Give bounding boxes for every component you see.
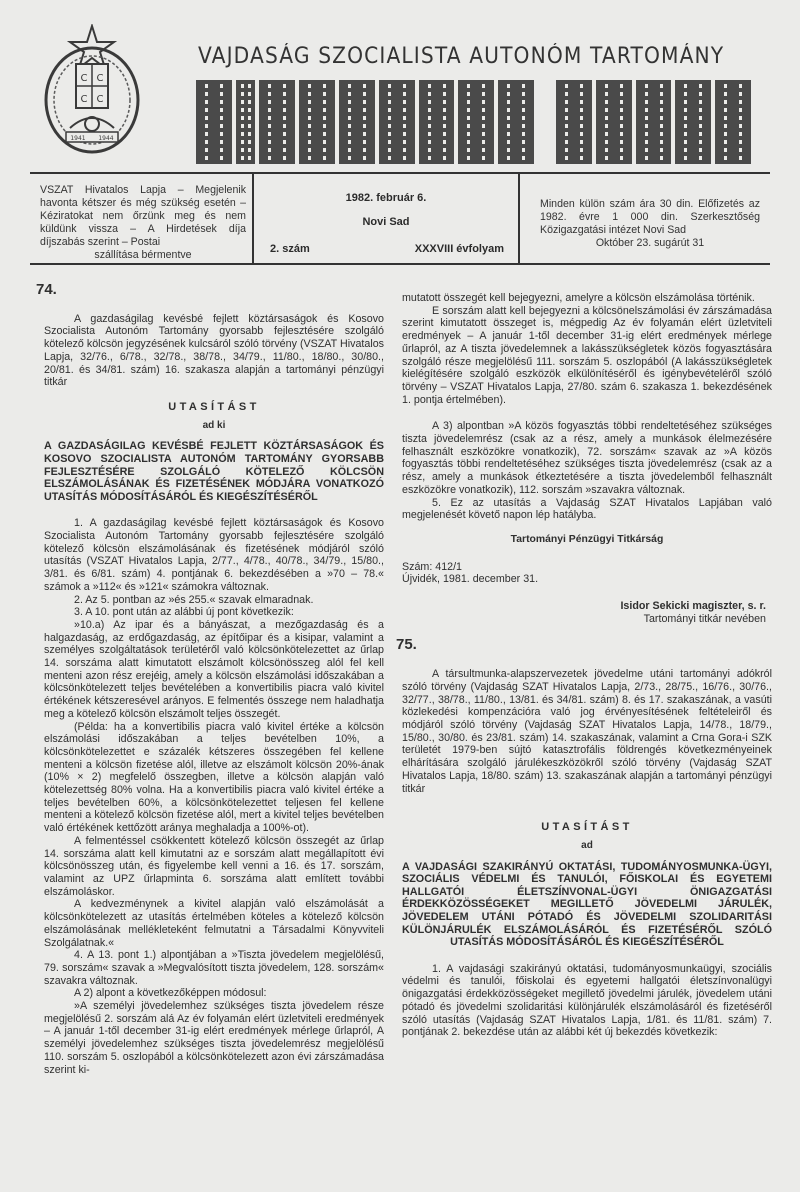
publication-notice-last: szállítása bérmentve (94, 249, 192, 261)
issue-details (252, 174, 520, 263)
title-letter (458, 80, 494, 164)
publication-title (196, 80, 751, 164)
coat-of-arms-icon (40, 24, 144, 156)
title-letter (715, 80, 751, 164)
title-letter (596, 80, 632, 164)
issue-date: 1982. február 6. (345, 192, 427, 204)
title-letter (236, 80, 256, 164)
title-letter (379, 80, 415, 164)
reference-number: Szám: 412/1 (402, 560, 463, 573)
title-space (538, 80, 552, 164)
instruction-label: UTASÍTÁST (541, 821, 633, 834)
paragraph: A felmentéssel csökkentett kötelező kölcsön összegét az űrlap 14. sorszáma alatt kell kimutatni az e sorszám alatt megállapított évi kölcsönösszeg után, és figyelembe kell venni a 16. és 17. sorszám, valamint az UPZ űrlapminta 6. sorszáma alatt említett további elszámoláskor. (44, 834, 384, 898)
article-number: 75. (396, 636, 417, 654)
subscription-info (520, 174, 770, 263)
svg-text:1944: 1944 (98, 135, 114, 142)
title-letter (419, 80, 455, 164)
signatory-role: Tartományi titkár nevében (643, 612, 766, 625)
paragraph: 4. A 13. pont 1.) alpontjában a »Tiszta jövedelem megjelölésű, 79. sorszám« szavak a »Megvalósított tiszta jövedelem, 128. sorszám« szavakra változnak. (44, 949, 384, 987)
instruction-label: UTASÍTÁST (168, 400, 260, 413)
title-letter (498, 80, 534, 164)
article-74 (36, 281, 384, 1076)
subscription-text: Minden külön szám ára 30 din. Előfizetés az 1982. évre 1 000 din. Szerkesztőség Közigazgatási intézet Novi Sad (540, 198, 760, 236)
issue-info-band (30, 172, 770, 265)
paragraph: 1. A vajdasági szakirányú oktatási, tudományosmunkaügyi, szociális védelmi és tanulói, főiskolai és egyetemi hallgatói életszínvonalügyi önigazgatási érdekközösségeket megillető jövedelmi járulék, jövedelem utáni pótadó és jövedelmi szolidaritási különjárulék elszámolásáról és fizetéséről szóló utasítás (Vajdaság SZAT Hivatalos Lapja, 1/81. és 11/81. szám) 7. pontjának 2. bekezdése után az alábbi két új bekezdés következik: (402, 962, 772, 1039)
title-letter (196, 80, 232, 164)
article-heading: A GAZDASÁGILAG KEVÉSBÉ FEJLETT KÖZTÁRSASÁGOK ÉS KOSOVO SZOCIALISTA AUTONÓM TARTOMÁNY GYORSABB FEJLESZTÉSÉRE SZOLGÁLÓ KÖTELEZŐ KÖLCSÖN ELSZÁMOLÁSÁNAK ÉS FIZETÉSÉNEK MÓDJÁRA VONATKOZÓ UTASÍTÁS MÓDOSÍTÁSÁRÓL ÉS KIEGÉSZÍTÉSÉRŐL (44, 440, 384, 503)
publication-super-title: VAJDASÁG SZOCIALISTA AUTONÓM TARTOMÁNY (198, 44, 725, 69)
signatory-name: Isidor Sekicki magiszter, s. r. (620, 600, 766, 613)
issue-volume: XXXVIII évfolyam (414, 243, 504, 255)
paragraph: 2. Az 5. pontban az »és 255.« szavak elmaradnak. (74, 593, 314, 606)
place-and-date: Újvidék, 1981. december 31. (402, 573, 539, 586)
paragraph: A kedvezménynek a kivitel alapján való elszámolását a kölcsönkötelezett az utasítás értelmében köteles a kötelező kölcsön elszámolásának mellékleteként felmutatni a Társadalmi Könyvviteli Szolgálatnak.« (44, 898, 384, 949)
publication-notice (30, 174, 252, 263)
publication-notice-text: VSZAT Hivatalos Lapja – Megjelenik havonta kétszer és még szükség esetén – Kéziratokat nem őrzünk meg és nem küldünk vissza – A Hirdetések díja díjszabás szerint – Postai (40, 184, 246, 248)
masthead (0, 0, 800, 172)
svg-text:C: C (96, 73, 104, 84)
paragraph: 3. A 10. pont után az alábbi új pont következik: (74, 606, 294, 619)
issued-label: ad ki (202, 419, 226, 431)
title-letter (556, 80, 592, 164)
paragraph: »A személyi jövedelemhez szükséges tiszta jövedelem része megjelölésű 2. sorszám alá Az év folyamán elért üzletviteli eredmények – A január 1-től december 31-ig elért eredmények mérlege űrlapról, A személyi jövedelemhez szükséges tiszta jövedelemrész megjelölésű 110. sorszám 5. oszlopából a kölcsönkötelezett azon évi zárszámadása szerint ki- (44, 1000, 384, 1076)
issue-city: Novi Sad (362, 216, 410, 228)
title-letter (259, 80, 295, 164)
title-letter (299, 80, 335, 164)
article-preamble: A gazdaságilag kevésbé fejlett köztársaságok és Kosovo Szocialista Autonóm Tartomány gyorsabb fejlesztésére szolgáló kötelező kölcsön jegyzésének kulcsáról szóló törvény (VSZAT Hivatalos Lapja, 32/76., 6/78., 32/78., 38/78., 34/79., 11/80., 18/80., 30/80., 20/81. és 34/81. szám) 16. szakasza alapján a tartományi pénzügyi titkár (44, 312, 384, 389)
paragraph: 1. A gazdaságilag kevésbé fejlett köztársaságok és Kosovo Szocialista Autonóm Tartomány gyorsabb fejlesztésére szolgáló kötelező kölcsön elszámolásának és fizetésének módjáról szóló utasítás (VSZAT Hivatalos Lapja, 2/77., 4/78., 40/78., 34/79., 15/80., 3/81. és 6/81. szám) 4. pontjának 6. bekezdésében a »70 – 78.« számok a »112« és »121« számokra változnak. (44, 517, 384, 593)
paragraph: A 3) alpontban »A közös fogyasztás többi rendeltetéséhez szükséges tiszta jövedelemrész (csak az a rész, amely a munkások élelmezésére felhasznált eszközökre vonatkozik), 72. sorszám« szavak az »A közös fogyasztás többi rendeltetéséhez szükséges tiszta jövedelemrész (csak az a rész, amely a munkások étkeztetésére a tiszta jövedelemből felhasznált eszközökre vonatkozik), 112. sorszám »szavakra változnak. (402, 420, 772, 496)
issuing-authority: Tartományi Pénzügyi Titkárság (510, 533, 664, 545)
title-letter (636, 80, 672, 164)
right-column (396, 292, 772, 1039)
paragraph: A 2) alpont a következőképpen módosul: (74, 987, 267, 1000)
paragraph-continued: mutatott összegét kell bejegyezni, amelyre a kölcsön elszámolása történik. (402, 292, 755, 304)
paragraph: E sorszám alatt kell bejegyezni a kölcsönelszámolási év zárszámadása szerint kimutatott összeget is, mégpedig Az év folyamán elért üzletviteli eredmények – A január 1-től december 31-ig elért eredmények mérlege űrlapról, az A tiszta jövedelemnek a lakásszükségletek közös fogyasztására szolgáló része megjelölésű 111. sorszám 5. oszlopából (A lakásszükségletek kielégítésére szolgáló eszközök elkülönítéséről és igénybevételéről szóló törvény – VSZAT Hivatalos Lapja, 27/80. szám 6. szakasza 1. bekezdésének 1. pontja értelmében). (402, 304, 772, 406)
paragraph: 5. Ez az utasítás a Vajdaság SZAT Hivatalos Lapjában való megjelenését követő napon lép hatályba. (402, 496, 772, 522)
article-heading: A VAJDASÁGI SZAKIRÁNYÚ OKTATÁSI, TUDOMÁNYOSMUNKA-ÜGYI, SZOCIÁLIS VÉDELMI ÉS TANULÓI, FŐISKOLAI ÉS EGYETEMI HALLGATÓI ÉLETSZÍNVONAL-ÜGYI ÖNIGAZGATÁSI ÉRDEKKÖZÖSSÉGEKET MEGILLETŐ JÖVEDELMI JÁRULÉK, JÖVEDELEM UTÁNI PÓTADÓ ÉS JÖVEDELMI SZOLIDARITÁSI KÜLÖNJÁRULÉK ELSZÁMOLÁSÁRÓL ÉS FIZETÉSÉRŐL SZÓLÓ UTASÍTÁS MÓDOSÍTÁSÁRÓL ÉS KIEGÉSZÍTÉSÉRŐL (402, 860, 772, 949)
issue-number: 2. szám (270, 243, 310, 255)
paragraph: (Példa: ha a konvertibilis piacra való kivitel értéke a kölcsön elszámolási időszakában a teljes bevételben 10%, a kölcsönkötelezettet e százalék kétszeres összegében fel kellene menteni a kölcsön fizetése alól, illetve az elszámolt kölcsön 20%-ának (10% × 2) megfelelő összegben, illetve a kölcsön alapján való kötelezettség 80% volna. Ha a konvertibilis piacra való kivitel értéke a teljes bevételben 60%, a kölcsönkötelezettet teljesen fel kellene menteni a kötelező kölcsön fizetése alól, mert a kivitel teljes bevételben való értékének kettőzött aránya meghaladja a 100%-ot). (44, 720, 384, 835)
svg-text:1941: 1941 (70, 135, 86, 142)
svg-text:C: C (96, 94, 104, 105)
issued-label: ad (581, 839, 593, 851)
article-preamble: A társultmunka-alapszervezetek jövedelme utáni tartományi adókról szóló törvény (Vajdaság SZAT Hivatalos Lapja, 2/73., 28/75., 16/76., 30/76., 32/77., 38/78., 11/80., 13/81. és 34/81. szám) 8. és 17. szakaszának, a vasúti közlekedési kompenzációra való jog érvényesítésének feltételeiről és módjáról szóló törvény (Vajdaság SZAT Hivatalos Lapja, 14/78., 18/79., 15/80., 30/80. és 23/81. szám) 14. szakaszának, valamint a Crna Gora-i SZK területét 1979-ben sújtó katasztrofális földrengés következményeinek elhárítására szolgáló járulékeszközökről szóló törvény (Vajdaság SZAT Hivatalos Lapja, 18/80. szám) 13. szakaszának alapján a tartományi pénzügyi titkár (402, 668, 772, 795)
paragraph: »10.a) Az ipar és a bányászat, a mezőgazdaság és a halgazdaság, az erdőgazdaság, az építőipar és a kisipar, valamint a személyes szolgáltatások területéről való kölcsönkötelezettet az űrlap 14. sorszáma alatt kimutatott elszámolt kölcsönösszeg alól fel kell menteni azon rész erejéig, amely a kölcsön elszámolási időszakában a kölcsönkötelezett teljes bevételében a konvertibilis piacra való kivitel értékének kétszeresével arányos. E felmentés összege nem haladhatja meg a kötelező kölcsön elszámolt teljes összegét. (44, 618, 384, 720)
article-number: 74. (36, 281, 57, 298)
svg-text:C: C (80, 94, 88, 105)
title-letter (339, 80, 375, 164)
svg-text:C: C (80, 73, 88, 84)
title-letter (675, 80, 711, 164)
editorial-address: Október 23. sugárút 31 (595, 237, 705, 249)
